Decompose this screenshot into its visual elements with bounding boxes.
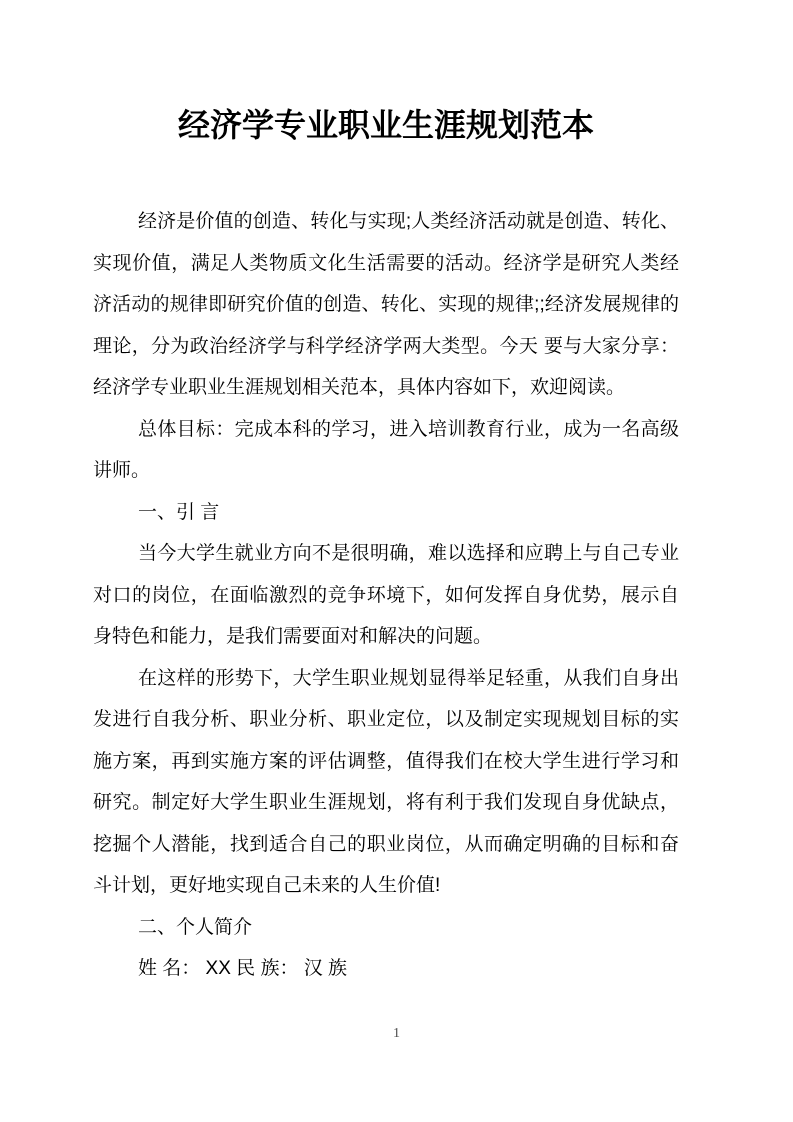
paragraph-name-ethnicity: 姓 名： XX 民 族： 汉 族 xyxy=(138,958,348,979)
document-body xyxy=(93,201,679,990)
section-heading-personal-profile: 二、个人简介 xyxy=(138,916,253,938)
paragraph-overall-goal: 总体目标：完成本科的学习，进入培训教育行业，成为一名高级讲师。 xyxy=(93,418,679,481)
paragraph-intro: 经济是价值的创造、转化与实现;人类经济活动就是创造、转化、实现价值，满足人类物质文化生活需要的活动。经济学是研究人类经济活动的规律即研究价值的创造、转化、实现的规律;;经济发展规律的理论，分为政治经济学与科学经济学两大类型。今天 要与大家分享：经济学专业职业生涯规划相关范本，具体内容如下，欢迎阅读。 xyxy=(93,211,679,398)
document-title: 经济学专业职业生涯规划范本 xyxy=(177,107,594,143)
page-number: 1 xyxy=(393,1026,400,1041)
section-heading-introduction: 一、引 言 xyxy=(138,501,220,523)
paragraph-employment-direction: 当今大学生就业方向不是很明确，难以选择和应聘上与自己专业对口的岗位，在面临激烈的竞争环境下，如何发挥自身优势，展示自身特色和能力，是我们需要面对和解决的问题。 xyxy=(93,543,679,647)
paragraph-career-planning-importance: 在这样的形势下，大学生职业规划显得举足轻重，从我们自身出发进行自我分析、职业分析、职业定位，以及制定实现规划目标的实施方案，再到实施方案的评估调整，值得我们在校大学生进行学习和研究。制定好大学生职业生涯规划，将有利于我们发现自身优缺点，挖掘个人潜能，找到适合自己的职业岗位，从而确定明确的目标和奋斗计划，更好地实现自己未来的人生价值! xyxy=(93,667,679,896)
